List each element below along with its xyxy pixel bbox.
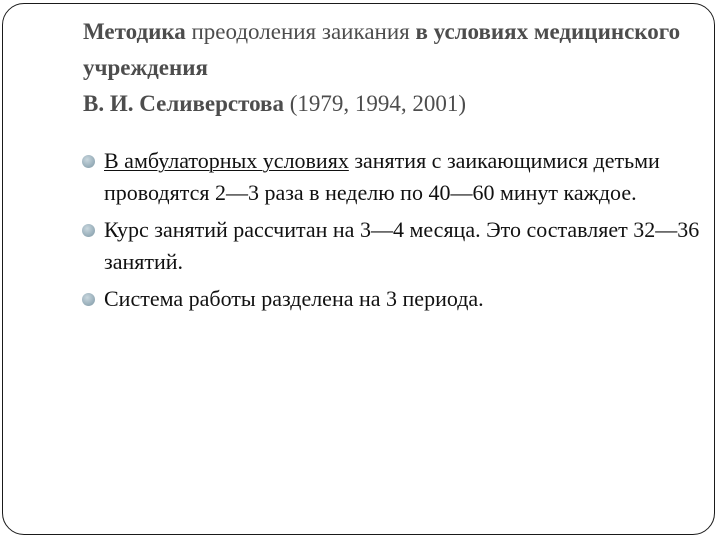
round-bullet-icon xyxy=(82,224,95,237)
slide-frame xyxy=(2,3,715,535)
bullet-item-system xyxy=(81,283,701,315)
bullet-item-course xyxy=(81,214,701,278)
title-normal-text: преодоления заикания xyxy=(185,19,416,44)
bullet-list xyxy=(81,145,701,320)
round-bullet-icon xyxy=(82,155,95,168)
bullet-underlined-text: В амбулаторных условиях xyxy=(104,148,349,173)
title-author: В. И. Селиверстова xyxy=(83,91,284,116)
slide-title xyxy=(83,14,703,122)
title-years: (1979, 1994, 2001) xyxy=(283,91,467,116)
bullet-text: Система работы разделена на 3 периода. xyxy=(104,286,484,311)
bullet-item-outpatient xyxy=(81,145,701,209)
round-bullet-icon xyxy=(82,293,95,306)
bullet-text: занятия с заикающимися детьми проводятся 2—3 раза в неделю по 40—60 минут каждое. xyxy=(104,148,660,205)
title-bold-method: Методика xyxy=(83,19,186,44)
title-bold-setting: в условиях медицинского учреждения xyxy=(83,19,681,80)
bullet-text: Курс занятий рассчитан на 3—4 месяца. Это составляет 32—36 занятий. xyxy=(104,217,700,274)
